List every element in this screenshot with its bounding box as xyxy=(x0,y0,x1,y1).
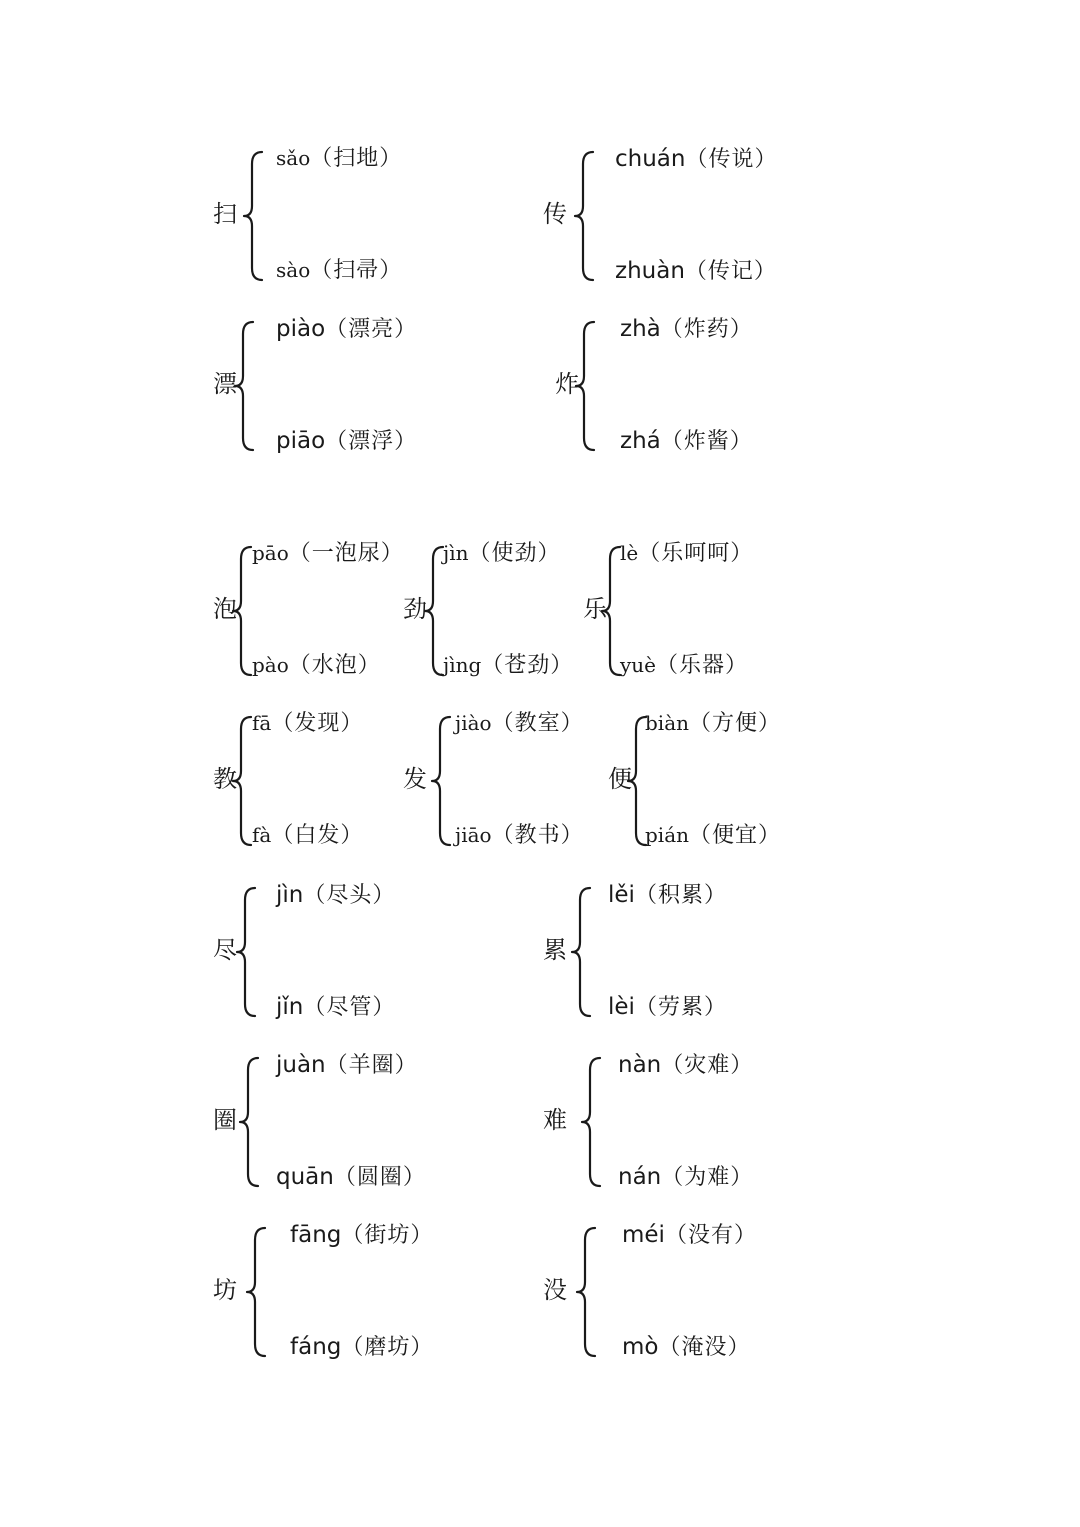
example-word: （灾难） xyxy=(661,1053,754,1078)
reading-1 xyxy=(276,1054,418,1077)
reading-1 xyxy=(622,1224,757,1247)
hanzi-char: 劲 xyxy=(403,595,427,623)
hanzi-char: 坊 xyxy=(213,1276,237,1304)
pinyin: jiào xyxy=(455,711,492,735)
example-word: （苍劲） xyxy=(481,653,574,678)
reading-2 xyxy=(252,655,381,677)
curly-brace xyxy=(570,882,600,1022)
reading-2 xyxy=(608,996,727,1019)
hanzi-char: 没 xyxy=(543,1276,567,1304)
reading-1 xyxy=(620,318,753,341)
reading-2 xyxy=(620,655,748,677)
pinyin: jìn xyxy=(276,882,304,908)
example-word: （炸药） xyxy=(660,317,753,342)
pinyin: lěi xyxy=(608,882,635,908)
example-word: （炸酱） xyxy=(660,429,753,454)
example-word: （尽管） xyxy=(303,995,396,1020)
curly-brace xyxy=(242,146,272,286)
pinyin: sào xyxy=(276,258,311,282)
example-word: （淹没） xyxy=(658,1335,751,1360)
pinyin: sǎo xyxy=(276,146,311,170)
example-word: （白发） xyxy=(271,823,364,848)
example-word: （没有） xyxy=(664,1223,757,1248)
pinyin: mò xyxy=(622,1334,659,1360)
pinyin: lèi xyxy=(608,994,635,1020)
reading-1 xyxy=(290,1224,433,1247)
hanzi-char: 炸 xyxy=(555,370,579,398)
curly-brace xyxy=(233,316,263,456)
pinyin: fāng xyxy=(290,1222,342,1248)
pinyin: méi xyxy=(622,1222,665,1248)
curly-brace xyxy=(574,316,604,456)
example-word: （方便） xyxy=(689,711,782,736)
pinyin: yuè xyxy=(620,653,657,677)
hanzi-char: 传 xyxy=(543,200,567,228)
reading-1 xyxy=(455,713,584,735)
pinyin: nàn xyxy=(618,1052,662,1078)
pinyin: jìn xyxy=(443,541,469,565)
pinyin: pián xyxy=(645,823,690,847)
curly-brace xyxy=(575,1222,605,1362)
pinyin: pào xyxy=(252,653,289,677)
example-word: （发现） xyxy=(271,711,364,736)
pinyin: fà xyxy=(252,823,272,847)
example-word: （漂亮） xyxy=(325,317,418,342)
example-word: （教室） xyxy=(491,711,584,736)
example-word: （一泡尿） xyxy=(288,541,404,566)
hanzi-char: 难 xyxy=(543,1106,567,1134)
reading-1 xyxy=(615,148,778,171)
curly-brace xyxy=(238,1052,268,1192)
reading-2 xyxy=(276,996,395,1019)
pinyin: juàn xyxy=(276,1052,326,1078)
reading-2 xyxy=(276,260,402,282)
hanzi-char: 乐 xyxy=(583,595,607,623)
hanzi-char: 漂 xyxy=(213,370,237,398)
pinyin: piāo xyxy=(276,428,326,454)
example-word: （便宜） xyxy=(689,823,782,848)
example-word: （圆圈） xyxy=(333,1165,426,1190)
hanzi-char: 扫 xyxy=(213,200,237,228)
hanzi-char: 圈 xyxy=(213,1106,237,1134)
example-word: （扫地） xyxy=(310,146,403,171)
curly-brace xyxy=(245,1222,275,1362)
example-word: （乐呵呵） xyxy=(638,541,754,566)
reading-1 xyxy=(620,543,753,565)
example-word: （扫帚） xyxy=(310,258,403,283)
pinyin: biàn xyxy=(645,711,690,735)
reading-1 xyxy=(645,713,781,735)
pinyin: jìng xyxy=(443,653,482,677)
example-word: （水泡） xyxy=(288,653,381,678)
example-word: （劳累） xyxy=(634,995,727,1020)
pinyin: zhà xyxy=(620,316,661,342)
pinyin: quān xyxy=(276,1164,334,1190)
example-word: （乐器） xyxy=(656,653,749,678)
pinyin: piào xyxy=(276,316,326,342)
pinyin: fā xyxy=(252,711,272,735)
reading-1 xyxy=(608,884,727,907)
reading-2 xyxy=(645,825,781,847)
reading-1 xyxy=(618,1054,753,1077)
reading-2 xyxy=(443,655,573,677)
example-word: （积累） xyxy=(634,883,727,908)
hanzi-char: 便 xyxy=(608,765,632,793)
reading-1 xyxy=(443,543,561,565)
pinyin: zhá xyxy=(620,428,661,454)
pinyin: fáng xyxy=(290,1334,342,1360)
example-word: （尽头） xyxy=(303,883,396,908)
reading-2 xyxy=(615,260,777,283)
example-word: （使劲） xyxy=(468,541,561,566)
reading-1 xyxy=(276,148,402,170)
hanzi-char: 累 xyxy=(543,936,567,964)
reading-2 xyxy=(290,1336,433,1359)
reading-2 xyxy=(620,430,753,453)
pinyin: nán xyxy=(618,1164,662,1190)
example-word: （磨坊） xyxy=(341,1335,434,1360)
reading-2 xyxy=(252,825,363,847)
curly-brace xyxy=(235,882,265,1022)
reading-2 xyxy=(276,430,417,453)
reading-2 xyxy=(622,1336,751,1359)
reading-2 xyxy=(276,1166,426,1189)
hanzi-char: 尽 xyxy=(213,936,237,964)
curly-brace xyxy=(580,1052,610,1192)
hanzi-char: 发 xyxy=(403,765,427,793)
pinyin: jǐn xyxy=(276,994,304,1020)
example-word: （为难） xyxy=(661,1165,754,1190)
reading-2 xyxy=(455,825,584,847)
hanzi-char: 教 xyxy=(213,765,237,793)
reading-1 xyxy=(276,318,417,341)
example-word: （传说） xyxy=(685,147,778,172)
reading-1 xyxy=(276,884,395,907)
example-word: （传记） xyxy=(684,259,777,284)
pinyin: zhuàn xyxy=(615,258,685,284)
hanzi-char: 泡 xyxy=(213,595,237,623)
example-word: （街坊） xyxy=(341,1223,434,1248)
pinyin: jiāo xyxy=(455,823,492,847)
curly-brace xyxy=(573,146,603,286)
pinyin: lè xyxy=(620,541,639,565)
reading-2 xyxy=(618,1166,753,1189)
example-word: （漂浮） xyxy=(325,429,418,454)
example-word: （羊圈） xyxy=(325,1053,418,1078)
pinyin: chuán xyxy=(615,146,686,172)
reading-1 xyxy=(252,543,404,565)
pinyin: pāo xyxy=(252,541,289,565)
example-word: （教书） xyxy=(491,823,584,848)
reading-1 xyxy=(252,713,363,735)
